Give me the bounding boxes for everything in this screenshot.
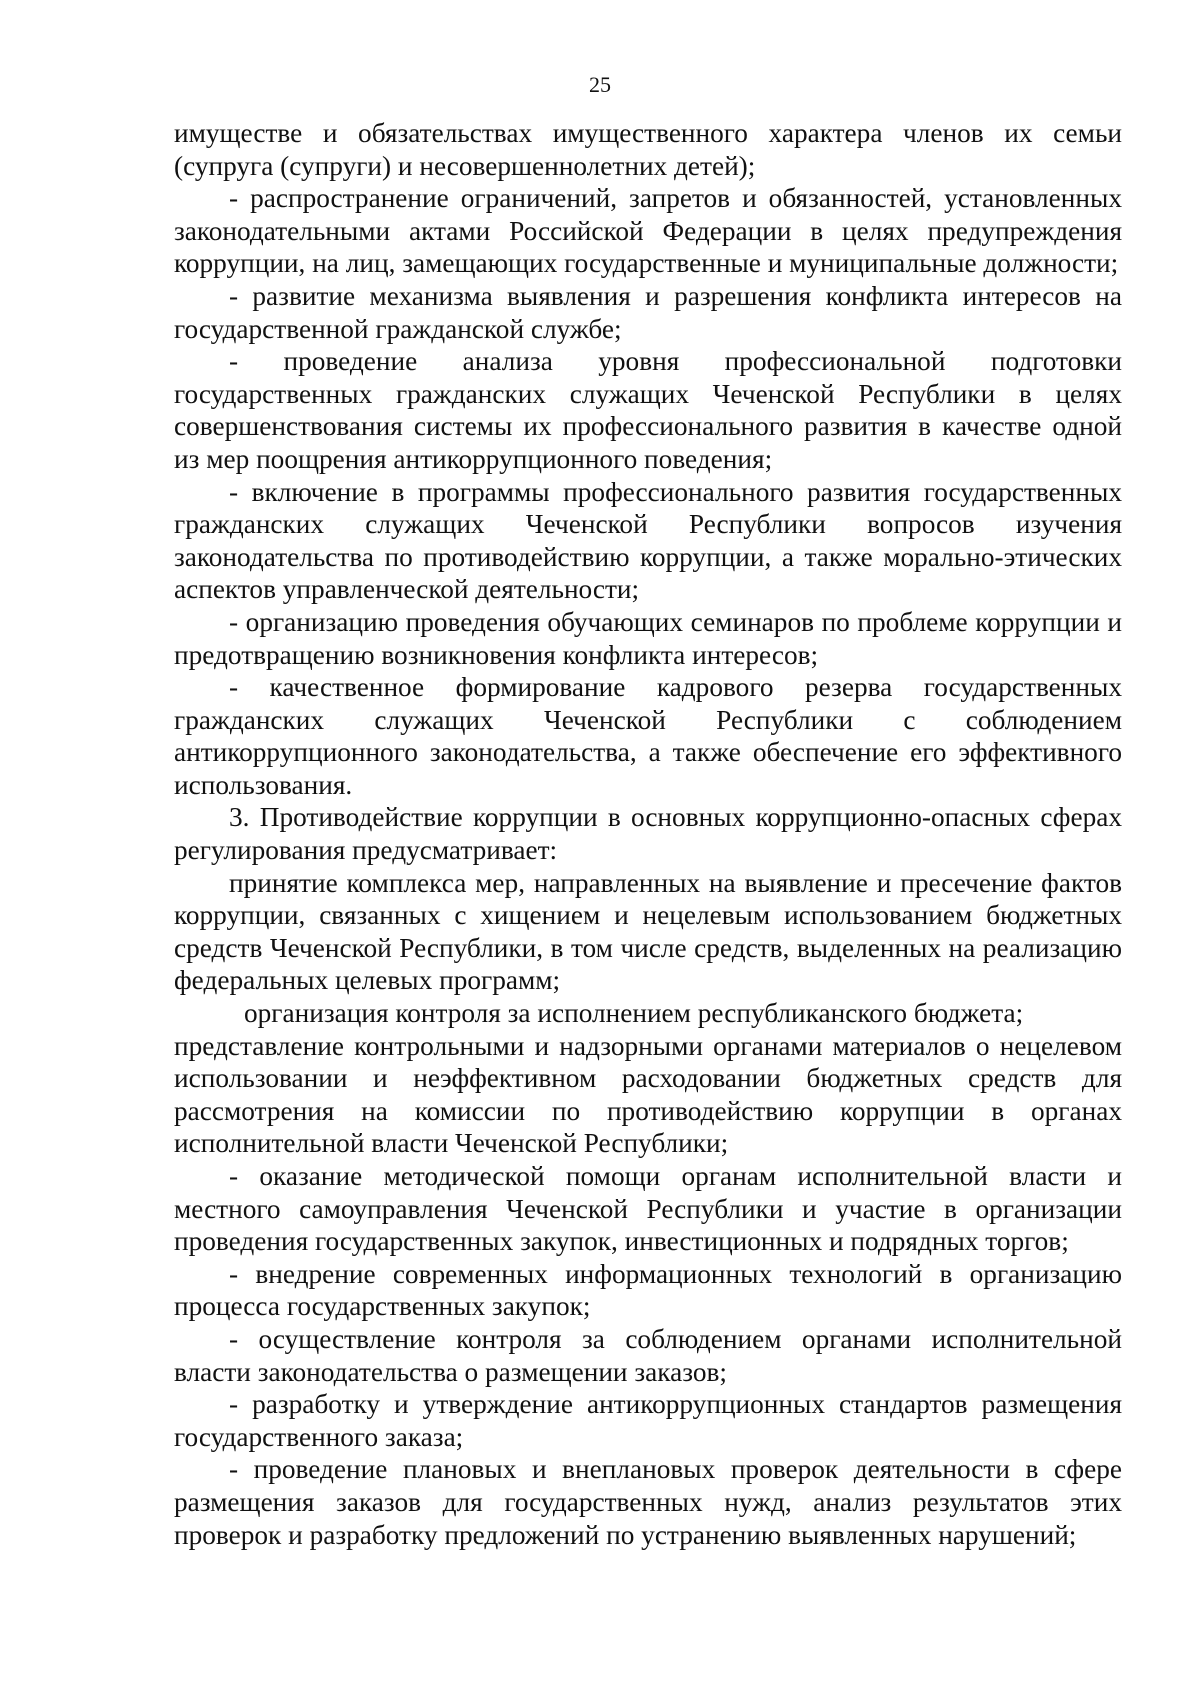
paragraph: 3. Противодействие коррупции в основных коррупционно-опасных сферах регулирования предусматривает: <box>174 802 1122 866</box>
paragraph: принятие комплекса мер, направленных на выявление и пресечение фактов коррупции, связанных с хищением и нецелевым использованием бюджетных средств Чеченской Республики, в том числе средств, выделенных на реализацию федеральных целевых программ; <box>174 867 1122 996</box>
paragraph: - проведение анализа уровня профессиональной подготовки государственных гражданских служащих Чеченской Республики в целях совершенствования системы их профессионального развития в качестве одной из мер поощрения антикоррупционного поведения; <box>174 346 1122 474</box>
paragraph: - включение в программы профессионального развития государственных гражданских служащих Чеченской Республики вопросов изучения законодательства по противодействию коррупции, а также морально-этических аспектов управленческой деятельности; <box>174 476 1122 605</box>
paragraph: - организацию проведения обучающих семинаров по проблеме коррупции и предотвращению возникновения конфликта интересов; <box>174 606 1122 670</box>
paragraph: - осуществление контроля за соблюдением органами исполнительной власти законодательства о размещении заказов; <box>174 1323 1122 1387</box>
paragraph: - развитие механизма выявления и разрешения конфликта интересов на государственной гражданской службе; <box>174 280 1122 344</box>
paragraph: - качественное формирование кадрового резерва государственных гражданских служащих Чеченской Республики с соблюдением антикоррупционного законодательства, а также обеспечение его эффективного использования. <box>174 672 1122 800</box>
paragraph: - проведение плановых и внеплановых проверок деятельности в сфере размещения заказов для государственных нужд, анализ результатов этих проверок и разработку предложений по устранению выявленных нарушений; <box>174 1454 1122 1550</box>
paragraph: - разработку и утверждение антикоррупционных стандартов размещения государственного заказа; <box>174 1389 1122 1452</box>
paragraph: организация контроля за исполнением республиканского бюджета; <box>244 998 1024 1029</box>
page-number: 25 <box>589 72 611 97</box>
paragraph: имуществе и обязательствах имущественного характера членов их семьи (супруга (супруги) и несовершеннолетних детей); <box>174 118 1122 181</box>
paragraph: - распространение ограничений, запретов и обязанностей, установленных законодательными актами Российской Федерации в целях предупреждения коррупции, на лиц, замещающих государственные и муниципальные должности; <box>174 183 1122 279</box>
paragraph: - оказание методической помощи органам исполнительной власти и местного самоуправления Чеченской Республики и участие в организации проведения государственных закупок, инвестиционных и подрядных торгов; <box>174 1161 1122 1257</box>
document-body <box>174 117 1122 1551</box>
paragraph: представление контрольными и надзорными органами материалов о нецелевом использовании и неэффективном расходовании бюджетных средств для рассмотрения на комиссии по противодействию коррупции в органах исполнительной власти Чеченской Республики; <box>174 1030 1122 1159</box>
paragraph: - внедрение современных информационных технологий в организацию процесса государственных закупок; <box>174 1258 1122 1322</box>
